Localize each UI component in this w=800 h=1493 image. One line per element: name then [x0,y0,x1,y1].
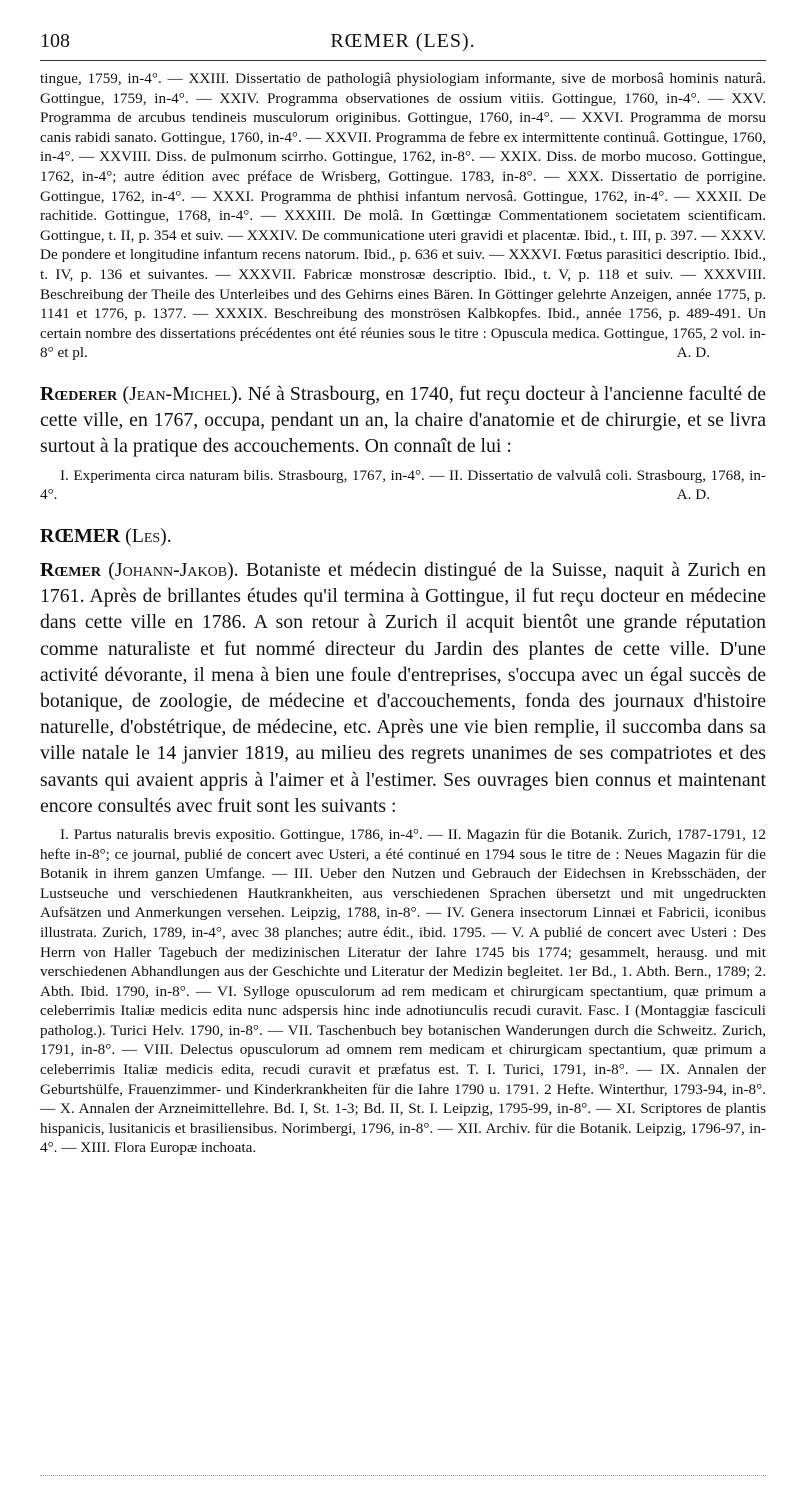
entry-roemer-johann [40,557,766,1158]
document-page [40,28,766,1164]
entry-body-text: Botaniste et médecin distingué de la Suisse, naquit à Zurich en 1761. Après de brillantes études qu'il termina à Gottingue, il fut reçu docteur en médecine dans cette ville en 1786. A son retour à Zurich il acquit bientôt une grande réputation comme naturaliste et fut nommé directeur du Jardin des plantes de cette ville. D'une activité dévorante, il mena à bien une foule d'entreprises, s'occupa avec un égal succès de botanique, de zoologie, de médecine et d'accouchements, fonda des journaux d'histoire naturelle, d'obstétrique, de médecine, etc. Après une vie bien remplie, il succomba dans sa ville natale le 14 janvier 1819, au milieu des regrets unanimes de ses compatriotes et des savants qui avaient appris à l'aimer et à l'estimer. Ses ouvrages bien connus et maintenant encore consultés avec fruit sont les suivants : [40,558,766,817]
entry-headword: Rœderer [40,382,118,405]
entry-roederer-body [40,381,766,460]
entry-text: tingue, 1759, in-4°. — XXIII. Dissertatio de pathologiâ physiologiam informante, sive de morbosâ hominis naturâ. Gottingue, 1759, in-4°. — XXIV. Programma observationes de ossium vitiis. Gottingue, 1760, in-4°. — XXV. Programma de arcubus tendineis musculorum originibus. Gottingue, 1760, in-4°. — XXVI. Programma de morsu canis rabidi sanato. Gottingue, 1760, in-4°. — XXVII. Programma de febre ex intermittente continuâ. Gottingue, 1760, in-4°. — XXVIII. Diss. de pulmonum scirrho. Gottingue, 1762, in-8°. — XXIX. Diss. de morbo mucoso. Gottingue, 1762, in-4°; autre édition avec préface de Wrisberg, Gottingue. 1783, in-8°. — XXX. Dissertatio de porrigine. Gottingue, 1762, in-4°. — XXXI. Programma de phthisi infantum nervosâ. Gottingue, 1762, in-4°. — XXXII. De rachitide. Gottingue, 1768, in-4°. — XXXIII. De molâ. In Gœttingæ Commentationem societatem scientificam. Gottingue, t. II, p. 354 et suiv. — XXXIV. De communicatione uteri gravidi et placentæ. Ibid., t. III, p. 397. — XXXV. De pondere et longitudine infantum recens natorum. Ibid., p. 636 et suiv. — XXXVI. Fœtus parasitici descriptio. Ibid., t. IV, p. 136 et suivantes. — XXXVII. Fabricæ monstrosæ descriptio. Ibid., t. V, p. 118 et suiv. — XXXVIII. Beschreibung der Theile des Unterleibes und des Gehirns eines Bären. In Göttinger gelehrte Anzeigen, année 1775, p. 1141 et 1776, p. 1377. — XXXIX. Beschreibung des monströsen Kalbkopfes. Ibid., année 1756, p. 489-491. Un certain nombre des dissertations précédentes ont été réunies sous le titre : Opuscula medica. Gottingue, 1765, 2 vol. in-8° et pl. [40,70,766,362]
entry-given-name: (Johann-Jakob). [108,558,239,581]
works-list: I. Partus naturalis brevis expositio. Gottingue, 1786, in-4°. — II. Magazin für die Botanik. Zurich, 1787-1791, 12 hefte in-8°; ce journal, publié de concert avec Usteri, a été continué en 1794 sous le titre de : Neues Magazin für die Botanik in ihrem ganzen Umfange. — III. Ueber den Nutzen und Gebrauch der Eidechsen in Krebsschäden, der Lustseuche und verschiedenen Hautkrankheiten, aus verschiedenen Sprachen übersetzt und mit ungedruckten Aufsätzen und Anmerkungen versehen. Leipzig, 1788, in-8°. — IV. Genera insectorum Linnæi et Fabricii, iconibus illustrata. Zurich, 1789, in-4°, avec 38 planches; autre édit., ibid. 1795. — V. A publié de concert avec Usteri : Des Herrn von Haller Tagebuch der medizinischen Literatur der Iahre 1745 bis 1774; gesammelt, herausg. und mit verschiedenen Abhandlungen aus der Geschichte und Literatur der Medizin begleitet. 1er Bd., 1. Abth. Bern., 1789; 2. Abth. Ibid. 1790, in-8°. — VI. Sylloge opusculorum ad rem medicam et chirurgicam spectantium, quæ primum a celeberrimis Italiæ medicis edita nunc adspersis hinc inde adnotiunculis recudi curavit. Fasc. I (Montaggiæ fasciculi patholog.). Turici Helv. 1790, in-8°. — VII. Taschenbuch bey botanischen Wanderungen durch die Schweitz. Zurich, 1791, in-8°. — VIII. Delectus opusculorum ad omnem rem medicam et chirurgicam spectantium, quæ primum a celeberrimis Italiæ medicis edita, recudi curavit et præfatus est. T. I. Turici, 1791, in-8°. — IX. Annalen der Geburtshülfe, Frauenzimmer- und Kinderkrankheiten für die Iahre 1790 u. 1791. 2 Hefte. Winterthur, 1793-94, in-8°. — X. Annalen der Arzneimittellehre. Bd. I, St. 1-3; Bd. II, St. I. Leipzig, 1795-99, in-8°. — XI. Scriptores de plantis hispanicis, lusitanicis et brasiliensibus. Norimbergi, 1796, in-8°. — XII. Archiv. für die Botanik. Leipzig, 1796-97, in-4°. — XIII. Flora Europæ inchoata. [40,825,766,1157]
section-heading [40,523,766,549]
entry-headword: Rœmer [40,558,101,581]
entry-body-text: Né à Strasbourg, en 1740, fut reçu docteur à l'ancienne faculté de cette ville, en 1767, occupa, pendant un an, la chaire d'anatomie et de chirurgie, et se livra surtout à la pratique des accouchements. On connaît de lui : [40,382,767,458]
author-signature: A. D. [676,486,710,504]
page-number: 108 [40,30,70,52]
entry-roemer-johann-works [40,825,766,1158]
footer-dotted-rule [40,1475,766,1476]
section-title-suffix: (Les). [125,524,172,547]
entry-roemer-continued [40,69,766,363]
entry-given-name: (Jean-Michel). [122,382,243,405]
author-signature: A. D. [676,344,710,362]
works-list: I. Experimenta circa naturam bilis. Strasbourg, 1767, in-4°. — II. Dissertatio de valvulâ coli. Strasbourg, 1768, in-4°. [40,466,766,504]
entry-roemer-johann-body [40,557,766,819]
entry-roederer [40,381,766,505]
entry-roemer-continued-text [40,69,766,363]
running-head: RŒMER (LES). [330,30,476,52]
page-header [40,28,766,61]
section-title: RŒMER [40,524,121,547]
